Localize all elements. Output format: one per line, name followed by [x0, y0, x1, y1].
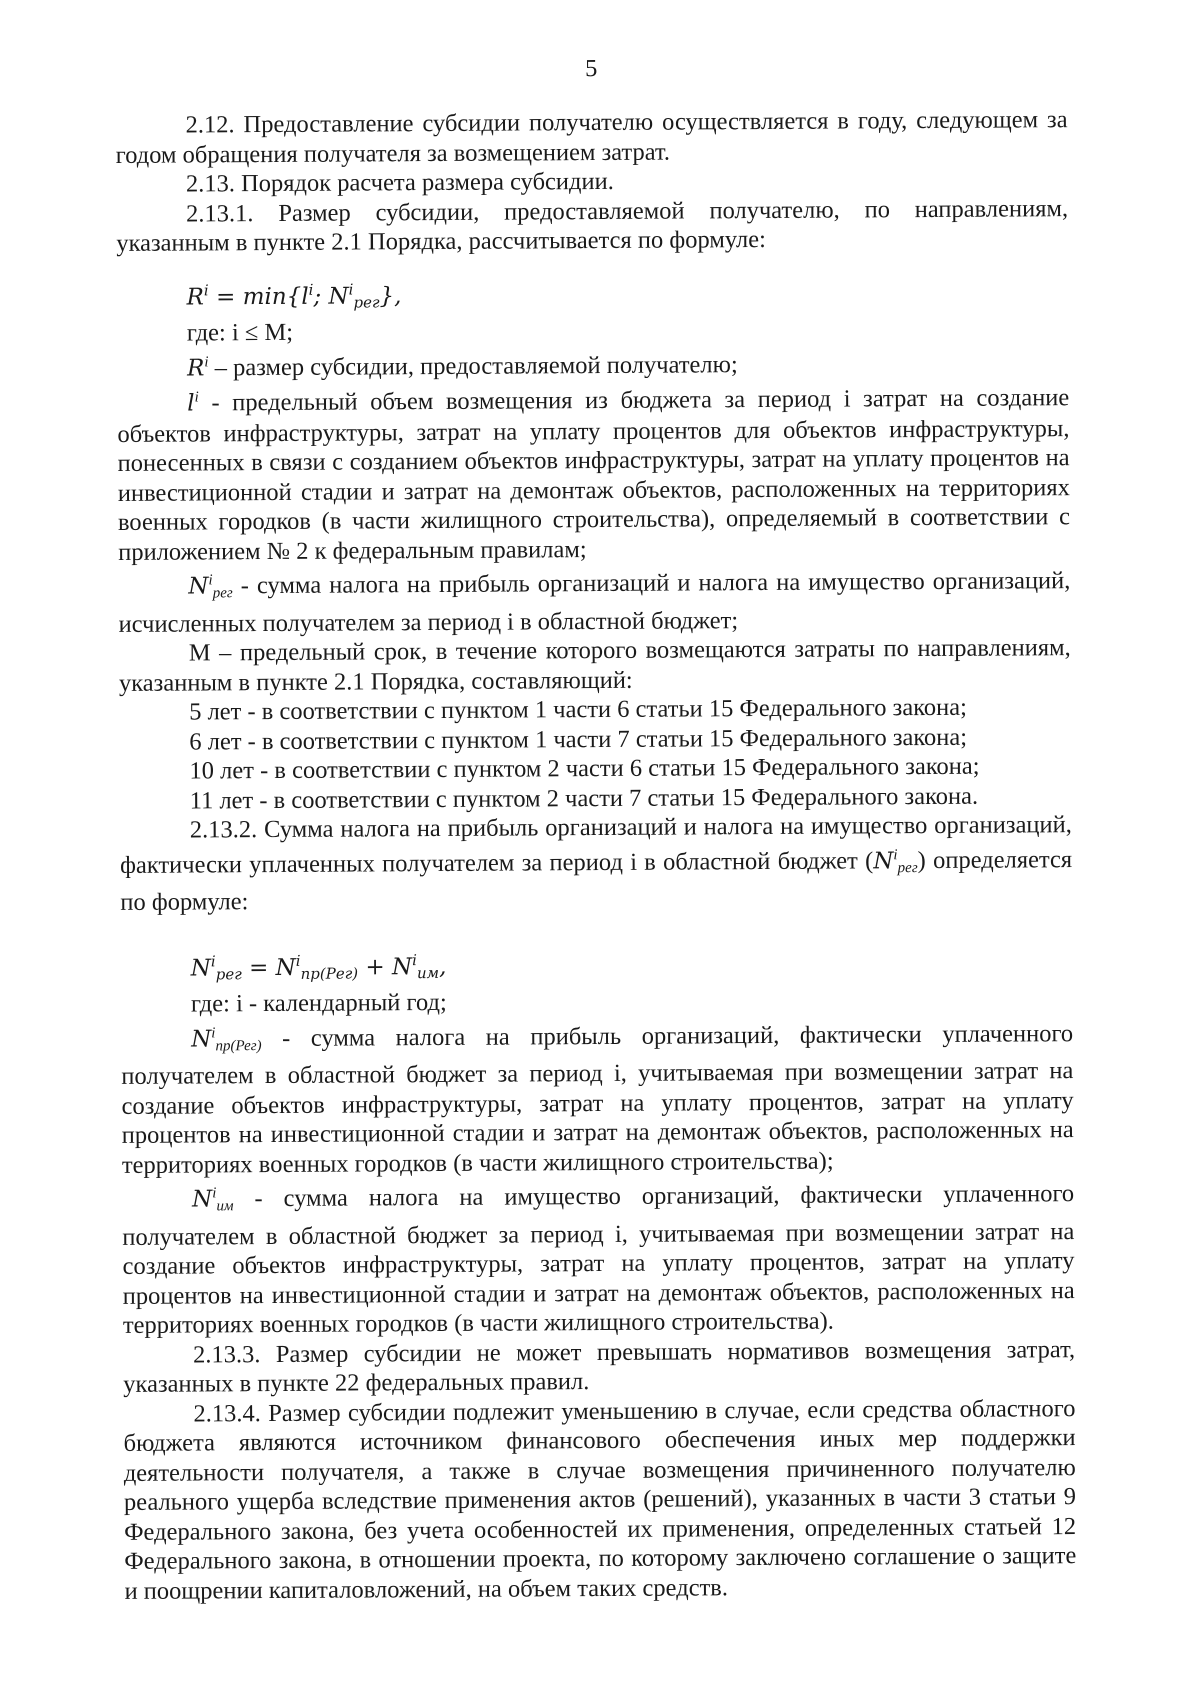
term-item: 5 лет - в соответствии с пунктом 1 части 6 статьи 15 Федерального закона;: [189, 693, 967, 726]
term-item: 6 лет - в соответствии с пунктом 1 части 7 статьи 15 Федерального закона;: [189, 723, 968, 756]
paragraph-2-12: 2.12. Предоставление субсидии получателю осуществляется в году, следующем за годом обращения получателя за возмещением затрат.: [115, 106, 1068, 169]
paragraph-2-13-4: 2.13.4. Размер субсидии подлежит уменьшению в случае, если средства областного бюджета являются источником финансового обеспечения иных мер поддержки деятельности получателя, а также в случае возмещения причиненного получателю реального ущерба вследствие применения актов (решений), указанных в части 3 статьи 9 Федерального закона, без учета особенностей их применения, определенных статьей 12 Федерального закона, в отношении проекта, по которому заключено соглашение о защите и поощрении капиталовложений, на объем таких средств.: [123, 1394, 1077, 1605]
paragraph-2-13: 2.13. Порядок расчета размера субсидии.: [185, 167, 614, 198]
where-condition-2: где: i - календарный год;: [190, 988, 447, 1018]
definition-M: М – предельный срок, в течение которого возмещаются затраты по направлениям, указанным в пункте 2.1 Порядка, составляющий:: [118, 634, 1071, 697]
definition-N-im: $N^i_{им}$ - сумма налога на имущество организаций, фактически уплаченного получателем в областной бюджет за период i, учитываемая при возмещении затрат на создание объектов инфраструктуры, затрат на уплату процентов, затрат на уплату процентов на инвестиционной стадии и затрат на демонтаж объектов, расположенных на территориях военных городков (в части жилищного строительства).: [122, 1180, 1075, 1339]
definition-R: $R^i$ – размер субсидии, предоставляемой получателю;: [186, 350, 738, 382]
definition-N-pr-reg: $N^i_{пр(Рег)}$ - сумма налога на прибыль организаций, фактически уплаченного получателем в областной бюджет за период i, учитываемая при возмещении затрат на создание объектов инфраструктуры, затрат на уплату процентов, затрат на уплату процентов на инвестиционной стадии и затрат на демонтаж объектов, расположенных на территориях военных городков (в части жилищного строительства);: [121, 1019, 1074, 1179]
formula-subsidy-size: $R^i = \min\{l^i$; $N^i_{рег}$},: [186, 279, 402, 311]
paragraph-2-13-3: 2.13.3. Размер субсидии не может превышать нормативов возмещения затрат, указанных в пункте 22 федеральных правил.: [123, 1335, 1076, 1398]
where-condition-1: где: i ≤ M;: [186, 318, 294, 347]
term-item: 10 лет - в соответствии с пунктом 2 части 6 статьи 15 Федерального закона;: [189, 752, 980, 785]
page-number: 5: [585, 55, 598, 83]
term-item: 11 лет - в соответствии с пунктом 2 части 7 статьи 15 Федерального закона.: [189, 782, 979, 815]
paragraph-2-13-1: 2.13.1. Размер субсидии, предоставляемой получателю, по направлениям, указанным в пункте 2.1 Порядка, рассчитывается по формуле:: [116, 194, 1069, 257]
paragraph-2-13-2: 2.13.2. Сумма налога на прибыль организаций и налога на имущество организаций, фактически уплаченных получателем за период i в областной бюджет $(N^i_{рег})$ определяется по формуле:: [119, 811, 1073, 916]
definition-N-reg: $N^i_{рег}$ - сумма налога на прибыль организаций и налога на имущество организаций, исчисленных получателем за период i в областной бюджет;: [118, 567, 1071, 638]
definition-l: $l^i$ - предельный объем возмещения из бюджета за период i затрат на создание объектов инфраструктуры, затрат на уплату процентов для объектов инфраструктуры, понесенных в связи с созданием объектов инфраструктуры, затрат на уплату процентов на инвестиционной стадии и затрат на демонтаж объектов, расположенных на территориях военных городков (в части жилищного строительства), определяемый в соответствии с приложением № 2 к федеральным правилам;: [117, 384, 1071, 566]
formula-tax-sum: $N^i_{рег} = N^i_{пр(Рег)} + N^i_{им}$,: [190, 950, 447, 983]
